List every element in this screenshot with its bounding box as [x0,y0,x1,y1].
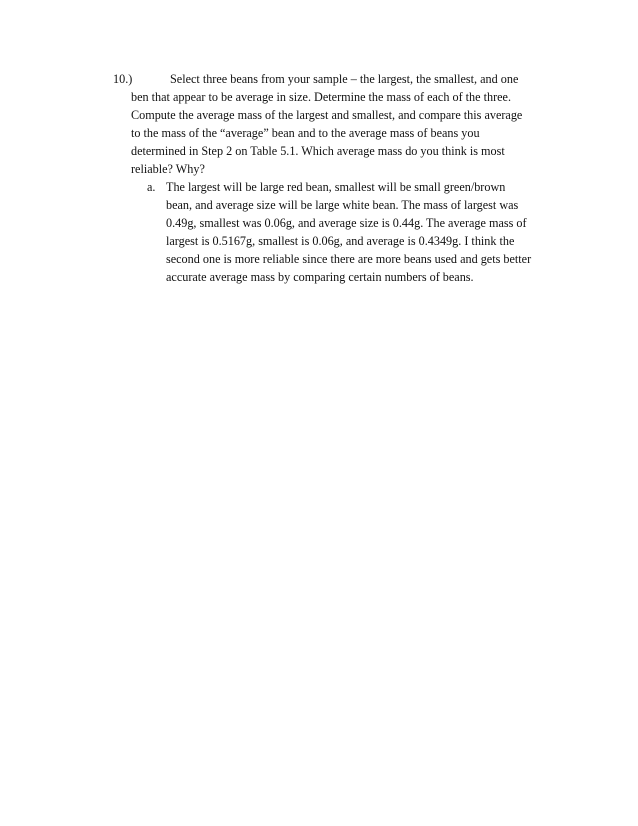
question-line-2: ben that appear to be average in size. Determine the mass of each of the three. [131,90,512,104]
answer-line-2: bean, and average size will be large white bean. The mass of largest was [166,198,519,212]
answer-line-3: 0.49g, smallest was 0.06g, and average size is 0.44g. The average mass of [166,216,527,230]
question-line-6: reliable? Why? [131,162,205,176]
answer-line-4: largest is 0.5167g, smallest is 0.06g, and average is 0.4349g. I think the [166,234,515,248]
question-number: 10.) [113,72,133,86]
question-line-4: to the mass of the “average” bean and to the average mass of beans you [131,126,480,140]
answer-marker: a. [147,180,156,194]
question-line-5: determined in Step 2 on Table 5.1. Which average mass do you think is most [131,144,505,158]
answer-line-1: The largest will be large red bean, smallest will be small green/brown [166,180,506,194]
answer-line-6: accurate average mass by comparing certain numbers of beans. [166,270,474,284]
question-line-3: Compute the average mass of the largest and smallest, and compare this average [131,108,523,122]
answer-line-5: second one is more reliable since there are more beans used and gets better [166,252,532,266]
question-line-1: Select three beans from your sample – the largest, the smallest, and one [170,72,519,86]
